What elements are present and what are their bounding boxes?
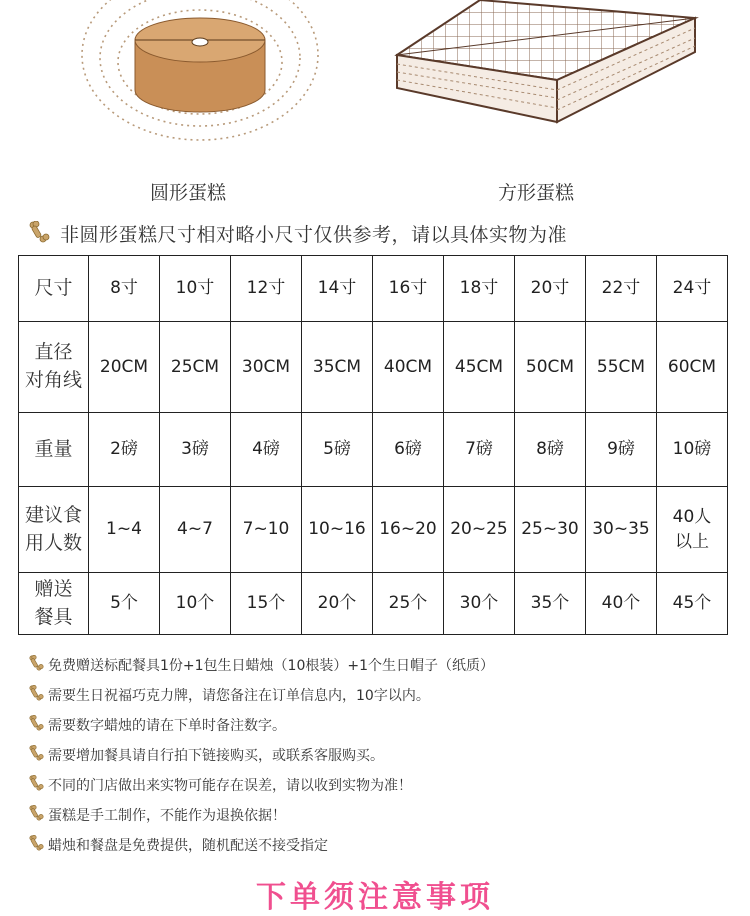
row-diameter: [19, 322, 728, 413]
bone-icon: [28, 775, 44, 795]
row-header: 重量: [19, 413, 89, 487]
table-cell: 60CM: [657, 322, 728, 413]
bone-icon: [28, 655, 44, 675]
table-cell: 24寸: [657, 256, 728, 322]
table-cell: 50CM: [515, 322, 586, 413]
note-text: 需要数字蜡烛的请在下单时备注数字。: [48, 718, 286, 734]
table-cell: 10个: [160, 573, 231, 635]
table-cell: 20CM: [89, 322, 160, 413]
table-cell: 20寸: [515, 256, 586, 322]
table-cell: 7磅: [444, 413, 515, 487]
table-cell: 30CM: [231, 322, 302, 413]
row-weight: [19, 413, 728, 487]
table-cell: 8寸: [89, 256, 160, 322]
round-cake-label: 圆形蛋糕: [150, 182, 227, 204]
section-title: 下单须注意事项: [256, 880, 494, 915]
table-cell: 5个: [89, 573, 160, 635]
bone-icon: [28, 685, 44, 705]
cake-size-table: [18, 255, 728, 635]
table-cell: 14寸: [302, 256, 373, 322]
table-cell: 10寸: [160, 256, 231, 322]
square-cake-illustration: [385, 0, 705, 160]
table-cell: 20~25: [444, 487, 515, 573]
note-text: 不同的门店做出来实物可能存在误差，请以收到实物为准！: [48, 778, 412, 794]
table-cell: 30个: [444, 573, 515, 635]
note-text: 蛋糕是手工制作，不能作为退换依据！: [48, 808, 286, 824]
table-cell: 15个: [231, 573, 302, 635]
table-cell: 25CM: [160, 322, 231, 413]
table-cell: 6磅: [373, 413, 444, 487]
row-header: 赠送 餐具: [19, 573, 89, 635]
table-cell: 16~20: [373, 487, 444, 573]
bone-icon: [28, 835, 44, 855]
table-cell: 16寸: [373, 256, 444, 322]
table-cell: 4~7: [160, 487, 231, 573]
list-item: [28, 650, 494, 680]
row-servings: [19, 487, 728, 573]
table-cell: 40个: [586, 573, 657, 635]
table-cell: 1~4: [89, 487, 160, 573]
list-item: [28, 710, 494, 740]
table-cell: 5磅: [302, 413, 373, 487]
table-cell: 35CM: [302, 322, 373, 413]
bone-icon: [28, 715, 44, 735]
table-cell: 30~35: [586, 487, 657, 573]
row-tableware: [19, 573, 728, 635]
row-header: 建议食 用人数: [19, 487, 89, 573]
note-text: 蜡烛和餐盘是免费提供，随机配送不接受指定: [48, 838, 328, 854]
table-cell: 45个: [657, 573, 728, 635]
bone-icon: [28, 221, 50, 247]
table-cell: 4磅: [231, 413, 302, 487]
table-cell: 2磅: [89, 413, 160, 487]
table-cell: 40CM: [373, 322, 444, 413]
table-cell: 12寸: [231, 256, 302, 322]
table-cell: 25个: [373, 573, 444, 635]
row-header: 直径 对角线: [19, 322, 89, 413]
table-cell: 20个: [302, 573, 373, 635]
list-item: [28, 740, 494, 770]
size-disclaimer: [28, 220, 567, 247]
notes-list: [28, 650, 494, 860]
table-cell: 35个: [515, 573, 586, 635]
table-cell: 7~10: [231, 487, 302, 573]
round-cake-illustration: [75, 0, 325, 160]
table-cell: 3磅: [160, 413, 231, 487]
bone-icon: [28, 805, 44, 825]
note-text: 需要增加餐具请自行拍下链接购买，或联系客服购买。: [48, 748, 384, 764]
table-cell: 22寸: [586, 256, 657, 322]
table-cell: 55CM: [586, 322, 657, 413]
list-item: [28, 830, 494, 860]
list-item: [28, 680, 494, 710]
square-cake-label: 方形蛋糕: [498, 182, 575, 204]
disclaimer-text: 非圆形蛋糕尺寸相对略小尺寸仅供参考，请以具体实物为准: [60, 224, 568, 246]
table-cell: 18寸: [444, 256, 515, 322]
bone-icon: [28, 745, 44, 765]
list-item: [28, 800, 494, 830]
table-cell: 10磅: [657, 413, 728, 487]
table-cell: 40人 以上: [657, 487, 728, 573]
list-item: [28, 770, 494, 800]
table-cell: 45CM: [444, 322, 515, 413]
row-size: [19, 256, 728, 322]
table-cell: 8磅: [515, 413, 586, 487]
table-cell: 25~30: [515, 487, 586, 573]
table-cell: 9磅: [586, 413, 657, 487]
note-text: 免费赠送标配餐具1份+1包生日蜡烛（10根装）+1个生日帽子（纸质）: [48, 658, 494, 674]
row-header: 尺寸: [19, 256, 89, 322]
note-text: 需要生日祝福巧克力牌，请您备注在订单信息内，10字以内。: [48, 688, 430, 704]
table-cell: 10~16: [302, 487, 373, 573]
